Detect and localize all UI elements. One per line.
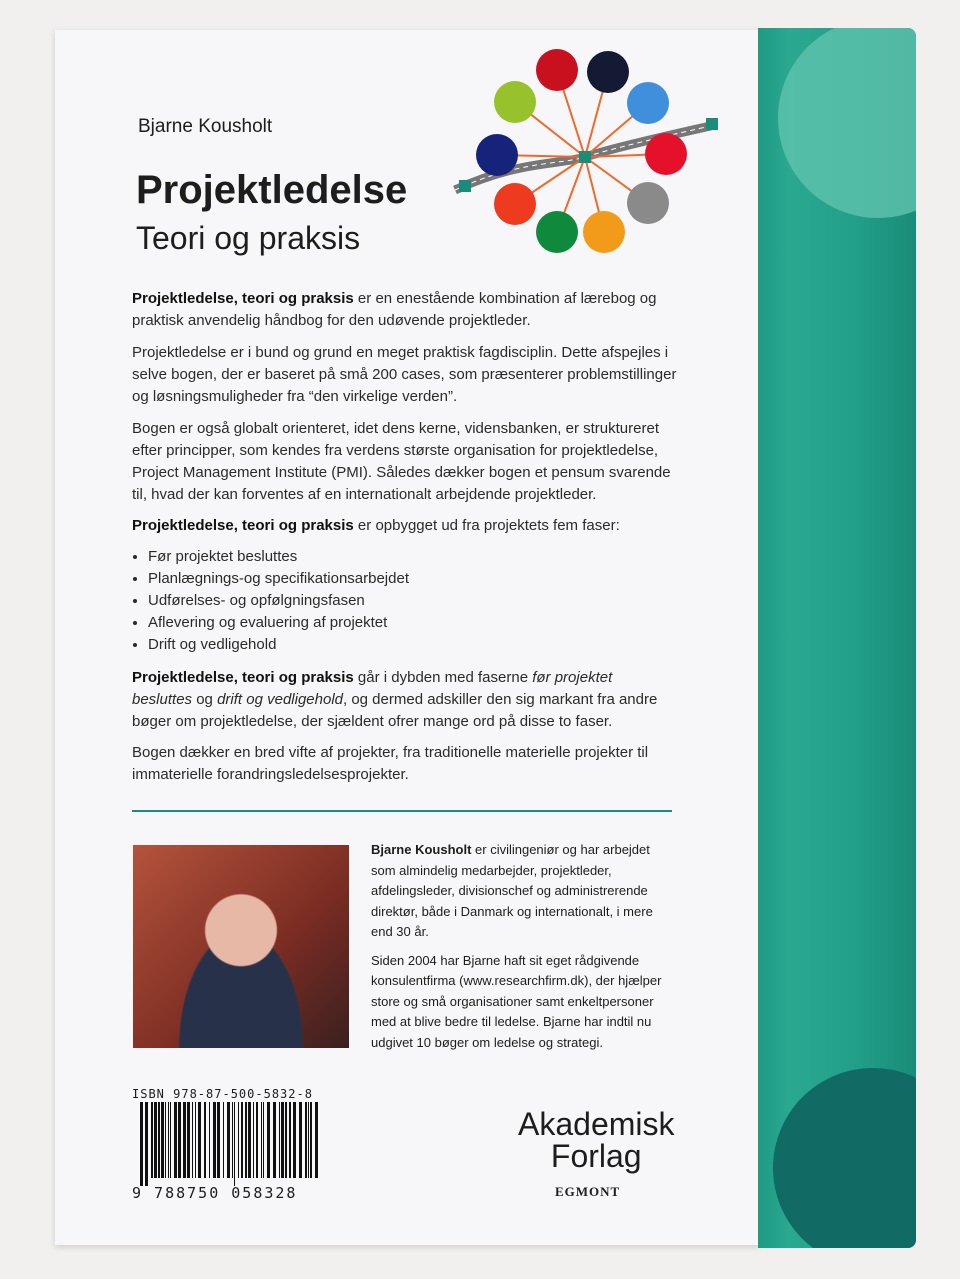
barcode-bar [263,1102,264,1178]
description-paragraph: Bogen dækker en bred vifte af projekter, fra traditionelle materielle projekter til immaterielle forandringsledelsesprojekter. [132,744,649,783]
barcode [140,1102,320,1186]
barcode-bar [223,1102,224,1178]
description-paragraph: Bogen er også globalt orienteret, idet dens kerne, vidensbanken, er struktureret efter principper, som kendes fra verdens største organisation for projektledelse, Project Management Institute (PMI). Således dækker bogen et pensum svarende til, hvad der kan forventes af en internationalt arbejdende projektleder. [132,420,671,503]
barcode-bar [195,1102,196,1178]
barcode-bar [209,1102,210,1178]
barcode-bar [256,1102,258,1178]
description-paragraph: Projektledelse, teori og praksis går i dybden med faserne før projektet besluttes og drift og vedligehold, og dermed adskiller den sig markant fra andre bøger om projektledelse, der sjældent ofrer mange ord på disse to faser. [132,669,658,730]
barcode-bar [168,1102,169,1178]
barcode-bar [245,1102,247,1178]
barcode-bar [204,1102,206,1178]
barcode-bar [170,1102,171,1178]
isbn-text: ISBN 978-87-500-5832-8 [132,1087,313,1101]
barcode-bar [293,1102,296,1178]
barcode-bar [217,1102,220,1178]
book-title: Projektledelse [136,168,408,212]
barcode-bar [285,1102,287,1178]
barcode-bar [308,1102,309,1178]
barcode-bar [310,1102,312,1178]
barcode-bar [253,1102,254,1178]
logo-circle [536,49,578,91]
barcode-bar [145,1102,148,1186]
phase-item: • Drift og vedligehold [148,634,677,656]
author-bio: Bjarne Kousholt er civilingeniør og har arbejdet som almindelig medarbejder, projektleder, afdelingsleder, divisionschef og administrerende direktør, både i Danmark og internationalt, i mere end 30 år. Siden 2004 har Bjarne haft sit eget rådgivende konsulentfirma (www.researchfirm.dk), der hjælper store og små organisationer samt enkeltpersoner med at blive bedre til ledelse. Bjarne har indtil nu udgivet 10 bøger om ledelse og strategi. [371,842,662,1050]
publisher-imprint: EGMONT [555,1184,621,1199]
barcode-bar [267,1102,270,1178]
barcode-bar [279,1102,280,1178]
barcode-bar [273,1102,276,1178]
phases-list [132,546,677,656]
barcode-bar [315,1102,318,1178]
barcode-bar [198,1102,201,1178]
logo-circle [627,182,669,224]
book-subtitle: Teori og praksis [136,220,361,256]
divider [132,810,672,812]
description-paragraph: Projektledelse, teori og praksis er opbygget ud fra projektets fem faser: [132,517,620,534]
barcode-bar [248,1102,251,1178]
barcode-bar [192,1102,193,1178]
barcode-bar [234,1102,235,1186]
barcode-bar [158,1102,160,1178]
barcode-bar [165,1102,166,1178]
logo-circle [645,133,687,175]
phase-item: • Planlægnings-og specifikationsarbejdet [148,568,677,590]
author-name: Bjarne Kousholt [138,116,273,137]
barcode-bar [227,1102,230,1178]
description-paragraph: Projektledelse er i bund og grund en meget praktisk fagdisciplin. Dette afspejles i selve bogen, der er baseret på små 200 cases, som præsenterer problemstillinger og løsningsmuligheder fra “den virkelige verden”. [132,344,677,405]
barcode-bar [238,1102,239,1178]
logo-circle [536,211,578,253]
logo-circle [587,51,629,93]
barcode-bar [154,1102,157,1178]
colorwheel-logo [440,40,740,270]
barcode-bar [178,1102,181,1178]
barcode-bar [140,1102,143,1186]
phase-item: • Udførelses- og opfølgningsfasen [148,590,677,612]
barcode-bar [261,1102,262,1178]
phase-item: • Aflevering og evaluering af projektet [148,612,677,634]
barcode-bar [281,1102,284,1178]
book-spine [758,28,916,1248]
barcode-bar [305,1102,307,1178]
barcode-bar [299,1102,302,1178]
logo-circle [627,82,669,124]
barcode-bar [213,1102,216,1178]
logo-circle [494,81,536,123]
barcode-bar [151,1102,153,1178]
barcode-bar [183,1102,186,1178]
barcode-bar [241,1102,243,1178]
barcode-bar [187,1102,190,1178]
author-photo [133,845,349,1048]
barcode-digits: 9 788750 058328 [132,1184,298,1202]
barcode-bar [161,1102,164,1178]
logo-circle [476,134,518,176]
barcode-bar [289,1102,291,1178]
barcode-bar [232,1102,233,1178]
phase-item: • Før projektet besluttes [148,546,677,568]
logo-circle [494,183,536,225]
publisher-logo: Akademisk Forlag [518,1106,675,1174]
logo-circle [583,211,625,253]
description-paragraph: Projektledelse, teori og praksis er en enestående kombination af lærebog og praktisk anvendelig håndbog for den udøvende projektleder. [132,290,657,329]
barcode-bar [174,1102,177,1178]
